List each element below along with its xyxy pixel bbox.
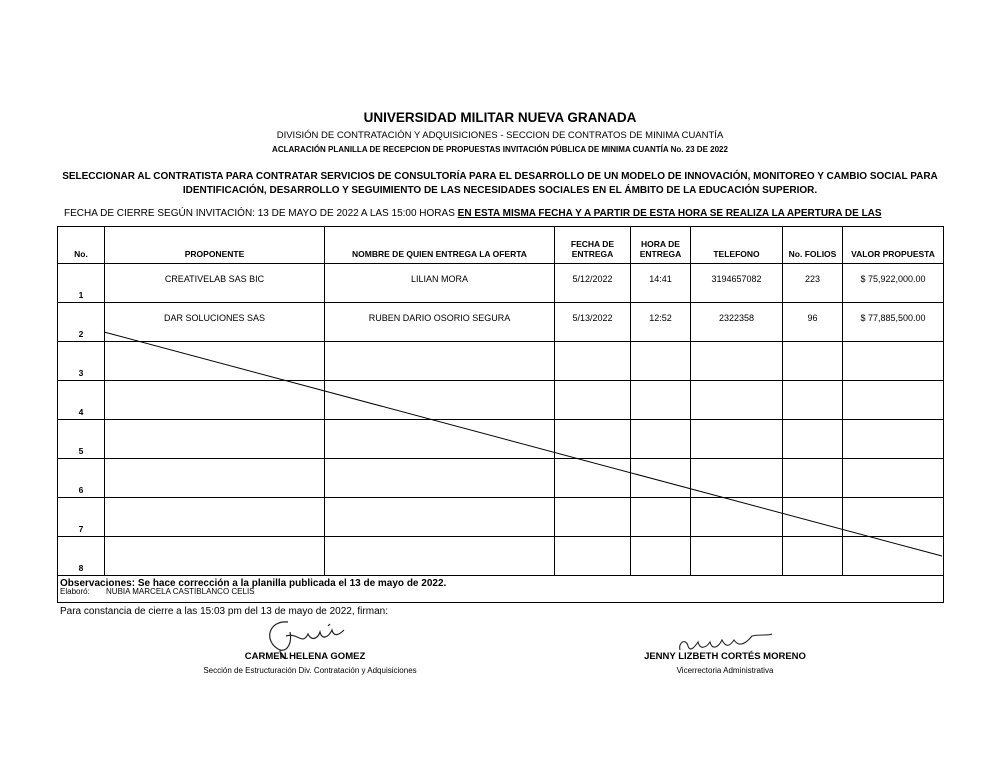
fecha-cierre bbox=[64, 208, 882, 219]
row-telefono: 2322358 bbox=[691, 303, 783, 342]
signature-2-name: JENNY LIZBETH CORTÉS MORENO bbox=[644, 651, 806, 662]
table-header-row bbox=[58, 227, 944, 264]
signature-1-name: CARMEN HELENA GOMEZ bbox=[244, 651, 366, 662]
division-subtitle: DIVISIÓN DE CONTRATACIÓN Y ADQUISICIONES - SECCION DE CONTRATOS DE MINIMA CUANTÍA bbox=[276, 130, 724, 141]
header-fecha bbox=[555, 227, 631, 264]
row-nombre: LILIAN MORA bbox=[325, 264, 555, 303]
row-fecha: 5/12/2022 bbox=[555, 264, 631, 303]
proposals-table bbox=[57, 226, 944, 603]
table-row-empty bbox=[58, 498, 944, 537]
fecha-cierre-text: FECHA DE CIERRE SEGÚN INVITACIÓN: 13 DE MAYO DE 2022 A LAS 15:00 HORAS bbox=[64, 208, 458, 219]
elaboro-label: Elaboró: bbox=[60, 587, 90, 596]
row-folios: 96 bbox=[783, 303, 843, 342]
row-no: 1 bbox=[58, 264, 105, 303]
elaboro-name: NUBIA MARCELA CASTIBLANCO CELIS bbox=[106, 587, 255, 596]
header-hora-line2: ENTREGA bbox=[639, 249, 682, 259]
header-proponente: PROPONENTE bbox=[105, 227, 325, 264]
header-nombre: NOMBRE DE QUIEN ENTREGA LA OFERTA bbox=[325, 227, 555, 264]
row-proponente: CREATIVELAB SAS BIC bbox=[105, 264, 325, 303]
table-row bbox=[58, 303, 944, 342]
row-no: 5 bbox=[58, 420, 105, 459]
table-row bbox=[58, 264, 944, 303]
row-no: 6 bbox=[58, 459, 105, 498]
row-no: 3 bbox=[58, 342, 105, 381]
aclaracion-subtitle: ACLARACIÓN PLANILLA DE RECEPCION DE PROPUESTAS INVITACIÓN PÚBLICA DE MINIMA CUANTÍA No. 23 DE 2022 bbox=[272, 145, 728, 154]
row-valor: $ 77,885,500.00 bbox=[843, 303, 944, 342]
row-telefono: 3194657082 bbox=[691, 264, 783, 303]
header-hora-line1: HORA DE bbox=[641, 239, 680, 249]
objective-text: SELECCIONAR AL CONTRATISTA PARA CONTRATAR SERVICIOS DE CONSULTORÍA PARA EL DESARROLLO DE UN MODELO DE INNOVACIÓN, MONITOREO Y CAMBIO SOCIAL PARA IDENTIFICACIÓN, DESARROLLO Y SEGUIMIENTO DE LAS NECESIDADES SOCIALES EN EL ÁMBITO DE LA EDUCACIÓN SUPERIOR. bbox=[62, 171, 938, 196]
header-fecha-line1: FECHA DE bbox=[570, 239, 615, 249]
header-no: No. bbox=[58, 227, 105, 264]
row-hora: 14:41 bbox=[631, 264, 691, 303]
row-fecha: 5/13/2022 bbox=[555, 303, 631, 342]
row-valor: $ 75,922,000.00 bbox=[843, 264, 944, 303]
table-row-empty bbox=[58, 381, 944, 420]
row-nombre: RUBEN DARIO OSORIO SEGURA bbox=[325, 303, 555, 342]
row-hora: 12:52 bbox=[631, 303, 691, 342]
header-hora bbox=[631, 227, 691, 264]
elaboro bbox=[60, 587, 255, 596]
observaciones-text: Observaciones: Se hace corrección a la planilla publicada el 13 de mayo de 2022. bbox=[58, 576, 944, 603]
table-row-empty bbox=[58, 537, 944, 576]
table-row-empty bbox=[58, 459, 944, 498]
row-no: 4 bbox=[58, 381, 105, 420]
row-no: 7 bbox=[58, 498, 105, 537]
constancia-text: Para constancia de cierre a las 15:03 pm del 13 de mayo de 2022, firman: bbox=[60, 606, 388, 617]
header-telefono: TELEFONO bbox=[691, 227, 783, 264]
fecha-cierre-emphasis: EN ESTA MISMA FECHA Y A PARTIR DE ESTA HORA SE REALIZA LA APERTURA DE LAS bbox=[457, 208, 882, 219]
signature-1-role: Sección de Estructuración Div. Contratación y Adquisiciones bbox=[203, 666, 417, 675]
row-no: 2 bbox=[58, 303, 105, 342]
row-folios: 223 bbox=[783, 264, 843, 303]
row-proponente: DAR SOLUCIONES SAS bbox=[105, 303, 325, 342]
header-folios: No. FOLIOS bbox=[783, 227, 843, 264]
header-valor: VALOR PROPUESTA bbox=[843, 227, 944, 264]
signature-2-role: Vicerrectoria Administrativa bbox=[676, 666, 774, 675]
university-title: UNIVERSIDAD MILITAR NUEVA GRANADA bbox=[363, 110, 637, 125]
table-row-empty bbox=[58, 420, 944, 459]
table-row-empty bbox=[58, 342, 944, 381]
row-no: 8 bbox=[58, 537, 105, 576]
header-fecha-line2: ENTREGA bbox=[571, 249, 614, 259]
